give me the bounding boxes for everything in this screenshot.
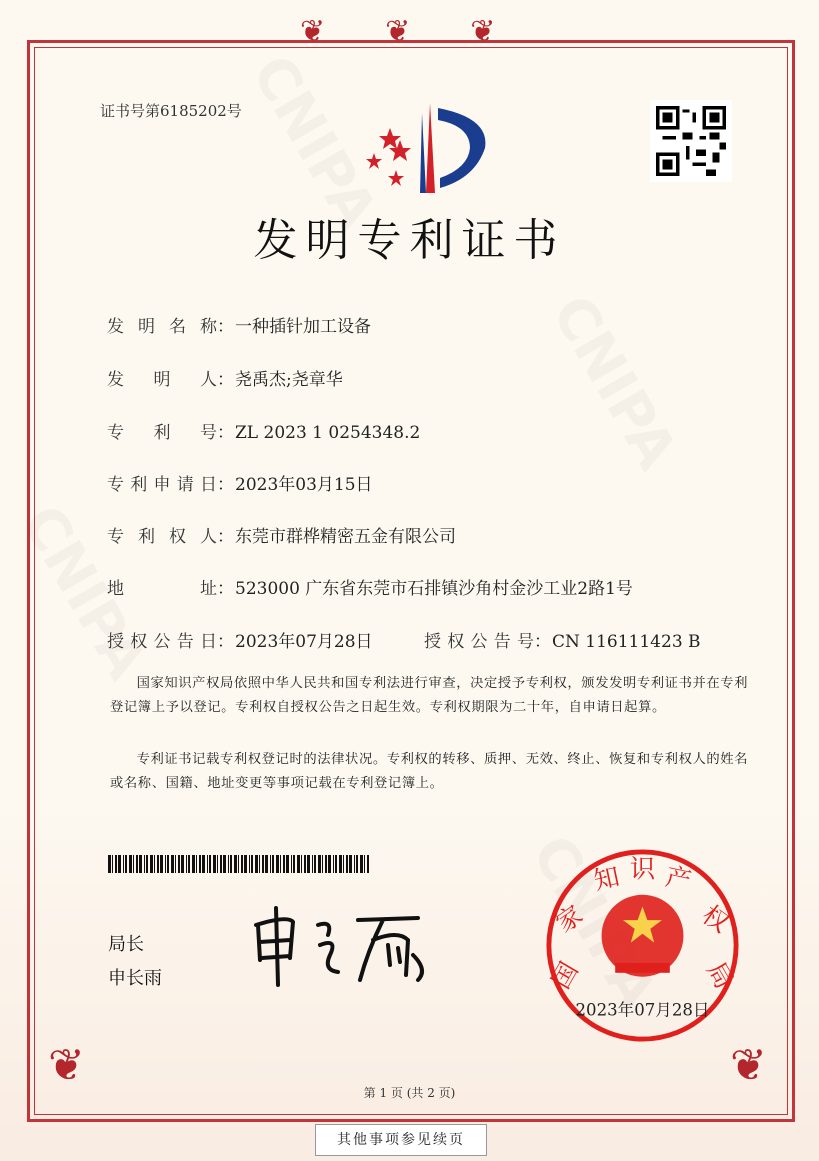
barcode-bar [133, 855, 134, 873]
barcode-bar [209, 855, 211, 873]
barcode-bar [356, 855, 358, 873]
barcode-bar [150, 855, 153, 873]
barcode-bar [364, 855, 365, 873]
field-value: 东莞市群桦精密五金有限公司 [235, 527, 456, 547]
barcode-bar [154, 855, 155, 873]
barcode-bar [220, 855, 222, 873]
svg-text:权: 权 [696, 899, 735, 939]
barcode-bar [270, 855, 271, 873]
barcode-bar [272, 855, 274, 873]
barcode-bar [139, 855, 142, 873]
barcode-bar [322, 855, 323, 873]
field-invention-name: 发明名称：一种插针加工设备 [107, 312, 371, 337]
field-label: 授权公告号 [424, 632, 534, 652]
barcode-bar [171, 855, 174, 873]
barcode-bar [333, 855, 334, 873]
field-value: 523000 广东省东莞市石排镇沙角村金沙工业2路1号 [235, 579, 633, 599]
statement-paragraph: 国家知识产权局依照中华人民共和国专利法进行审查，决定授予专利权，颁发发明专利证书并在专利登记簿上予以登记。专利权自授权公告之日起生效。专利权期限为二十年，自申请日起算。 [110, 676, 749, 715]
field-value: ZL 2023 1 0254348.2 [235, 423, 421, 443]
barcode-bar [223, 855, 226, 873]
barcode-bar [291, 855, 292, 873]
barcode-bar [255, 855, 258, 873]
barcode-bar [343, 855, 344, 873]
field-grant-pub-number: 授权公告号：CN 116111423 B [424, 627, 701, 652]
barcode-bar [241, 855, 243, 873]
barcode-bar [196, 855, 197, 873]
svg-text:知: 知 [590, 860, 623, 896]
barcode-bar [234, 855, 237, 873]
barcode-bar [276, 855, 279, 873]
field-label: 地址 [107, 579, 217, 599]
barcode-bar [146, 855, 148, 873]
barcode-bar [230, 855, 232, 873]
barcode-bar [259, 855, 260, 873]
barcode-bar [167, 855, 169, 873]
field-value: 一种插针加工设备 [235, 317, 371, 337]
barcode-bar [199, 855, 201, 873]
field-label: 发明人 [107, 370, 217, 390]
barcode-bar [157, 855, 159, 873]
barcode-bar [207, 855, 208, 873]
field-value: CN 116111423 B [552, 632, 701, 652]
qr-code[interactable] [650, 100, 732, 182]
barcode-bar [217, 855, 218, 873]
field-label: 授权公告日 [107, 632, 217, 652]
barcode-bar [335, 855, 337, 873]
barcode-bar [307, 855, 310, 873]
barcode-bar [251, 855, 253, 873]
barcode-bar [144, 855, 145, 873]
cnipa-logo [360, 98, 490, 198]
barcode-bar [262, 855, 264, 873]
barcode-bar [175, 855, 176, 873]
barcode-bar [136, 855, 138, 873]
barcode-bar [328, 855, 331, 873]
barcode-bar [238, 855, 239, 873]
svg-text:局: 局 [701, 956, 740, 994]
chief-name: 申长雨 [108, 968, 162, 989]
field-label: 发明名称 [107, 317, 217, 337]
field-label: 专利号 [107, 423, 217, 443]
certificate-number: 证书号第6185202号 [100, 102, 242, 120]
barcode-bar [186, 855, 187, 873]
barcode-bar [325, 855, 327, 873]
barcode [108, 855, 370, 873]
barcode-bar [188, 855, 190, 873]
signature [248, 900, 438, 990]
barcode-bar [178, 855, 180, 873]
field-value: 2023年07月28日 [235, 632, 373, 652]
barcode-bar [314, 855, 316, 873]
barcode-bar [192, 855, 195, 873]
barcode-bar [354, 855, 355, 873]
top-ornament: ❦❦❦ [300, 14, 556, 49]
barcode-bar [339, 855, 342, 873]
barcode-bar [123, 855, 124, 873]
svg-text:国: 国 [545, 956, 584, 994]
field-inventors: 发明人：尧禹杰;尧章华 [107, 365, 343, 390]
barcode-bar [280, 855, 281, 873]
field-label: 专利申请日 [107, 475, 217, 495]
barcode-bar [286, 855, 289, 873]
barcode-bar [108, 855, 111, 873]
barcode-bar [181, 855, 184, 873]
barcode-bar [115, 855, 117, 873]
barcode-bar [244, 855, 247, 873]
barcode-bar [125, 855, 127, 873]
barcode-bar [283, 855, 285, 873]
barcode-bar [349, 855, 352, 873]
barcode-bar [213, 855, 216, 873]
chief-title: 局长 [108, 934, 144, 955]
barcode-bar [312, 855, 313, 873]
barcode-bar [202, 855, 205, 873]
barcode-bar [301, 855, 302, 873]
corner-ornament-left: ❦ [48, 1040, 85, 1091]
field-value: 2023年03月15日 [235, 475, 373, 495]
seal-date: 2023年07月28日 [575, 1000, 710, 1020]
svg-text:产: 产 [662, 860, 695, 896]
barcode-bar [346, 855, 348, 873]
svg-text:家: 家 [550, 899, 589, 939]
barcode-bar [228, 855, 229, 873]
page-title: 发明专利证书 [253, 215, 566, 266]
barcode-bar [360, 855, 363, 873]
field-value: 尧禹杰;尧章华 [235, 370, 343, 390]
field-application-date: 专利申请日：2023年03月15日 [107, 470, 373, 495]
barcode-bar [318, 855, 321, 873]
barcode-bar [293, 855, 295, 873]
barcode-bar [304, 855, 306, 873]
barcode-bar [265, 855, 268, 873]
barcode-bar [129, 855, 132, 873]
page-number: 第 1 页 (共 2 页) [363, 1086, 456, 1100]
statement-paragraph: 专利证书记载专利权登记时的法律状况。专利权的转移、质押、无效、终止、恢复和专利权人的姓名或名称、国籍、地址变更等事项记载在专利登记簿上。 [110, 752, 749, 791]
corner-ornament-right: ❦ [730, 1040, 767, 1091]
barcode-bar [118, 855, 121, 873]
barcode-bar [367, 855, 369, 873]
field-patentee: 专利权人：东莞市群桦精密五金有限公司 [107, 522, 456, 547]
field-address: 地址：523000 广东省东莞市石排镇沙角村金沙工业2路1号 [107, 574, 633, 599]
continued-note: 其他事项参见续页 [315, 1124, 487, 1156]
field-label: 专利权人 [107, 527, 217, 547]
barcode-bar [297, 855, 300, 873]
svg-text:识: 识 [629, 853, 656, 884]
barcode-bar [249, 855, 250, 873]
field-grant-date: 授权公告日：2023年07月28日 [107, 627, 373, 652]
barcode-bar [165, 855, 166, 873]
barcode-bar [112, 855, 113, 873]
field-patent-number: 专利号：ZL 2023 1 0254348.2 [107, 418, 420, 443]
barcode-bar [160, 855, 163, 873]
official-seal [545, 848, 740, 1043]
